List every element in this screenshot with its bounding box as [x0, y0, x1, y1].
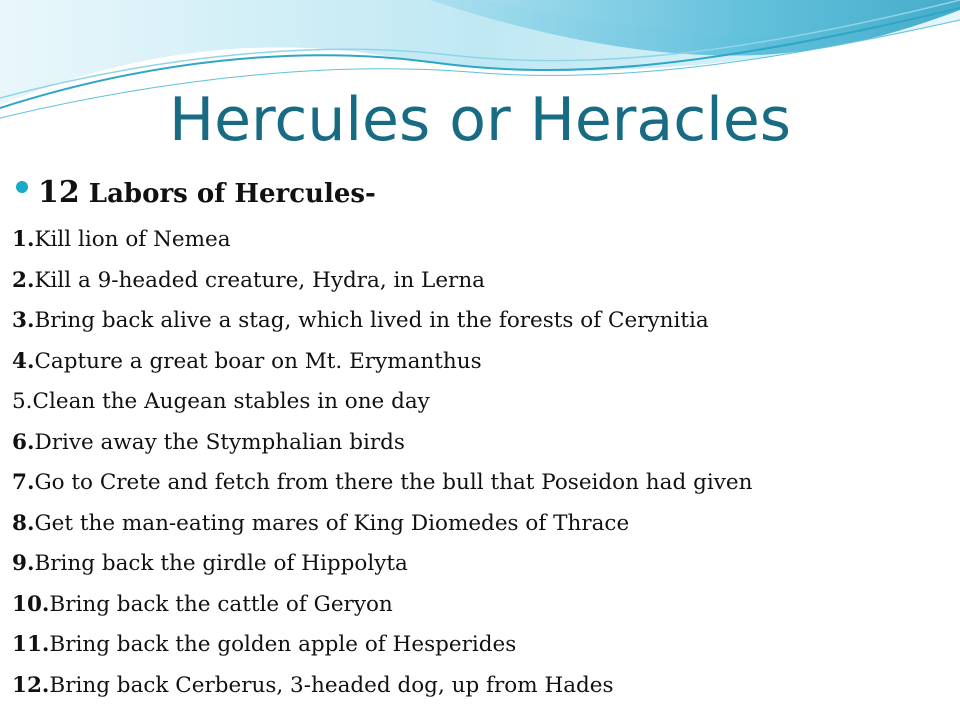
labor-number: 9.: [12, 551, 35, 576]
labor-item: [12, 666, 752, 707]
labor-item: [12, 342, 752, 383]
slide-title: Hercules or Heracles: [168, 85, 792, 155]
labors-list: [12, 220, 752, 706]
labor-number: 11.: [12, 632, 50, 657]
labor-number: 4.: [12, 348, 35, 374]
labor-item: [12, 382, 752, 423]
labor-text: Go to Crete and fetch from there the bull that Poseidon had given: [34, 470, 753, 495]
labor-number: 1.: [12, 227, 35, 252]
labor-text: Bring back the golden apple of Hesperides: [49, 632, 517, 657]
labor-item: [12, 261, 752, 302]
subtitle: [38, 175, 376, 210]
labor-text: Get the man-eating mares of King Diomedes of Thrace: [34, 510, 630, 536]
subtitle-number: 12: [38, 174, 80, 210]
labor-item: [12, 585, 752, 626]
labor-text: Drive away the Stymphalian birds: [34, 429, 405, 455]
labor-text: Clean the Augean stables in one day: [32, 389, 430, 414]
labor-number: 5.: [12, 389, 33, 414]
labor-text: Kill lion of Nemea: [34, 227, 231, 252]
bullet-icon: [16, 181, 28, 193]
subtitle-suffix: -: [365, 178, 376, 209]
labor-number: 7.: [12, 470, 35, 495]
labor-number: 2.: [12, 267, 35, 293]
labor-item: [12, 625, 752, 666]
labor-number: 3.: [12, 308, 35, 333]
labor-item: [12, 220, 752, 261]
labor-item: [12, 463, 752, 504]
labor-text: Bring back the girdle of Hippolyta: [34, 551, 408, 576]
labor-text: Bring back the cattle of Geryon: [49, 591, 393, 617]
labor-text: Bring back Cerberus, 3-headed dog, up from Hades: [49, 672, 614, 698]
labor-text: Bring back alive a stag, which lived in the forests of Cerynitia: [34, 308, 709, 333]
labor-text: Capture a great boar on Mt. Erymanthus: [34, 348, 482, 374]
subtitle-text: Labors of Hercules: [79, 178, 366, 209]
labor-item: [12, 301, 752, 342]
labor-item: [12, 544, 752, 585]
labor-number: 12.: [12, 672, 50, 698]
labor-number: 10.: [12, 591, 50, 617]
labor-item: [12, 504, 752, 545]
labor-number: 6.: [12, 429, 35, 455]
labor-text: Kill a 9-headed creature, Hydra, in Lerna: [34, 267, 485, 293]
labor-number: 8.: [12, 510, 35, 536]
subtitle-row: [16, 170, 376, 214]
labor-item: [12, 423, 752, 464]
